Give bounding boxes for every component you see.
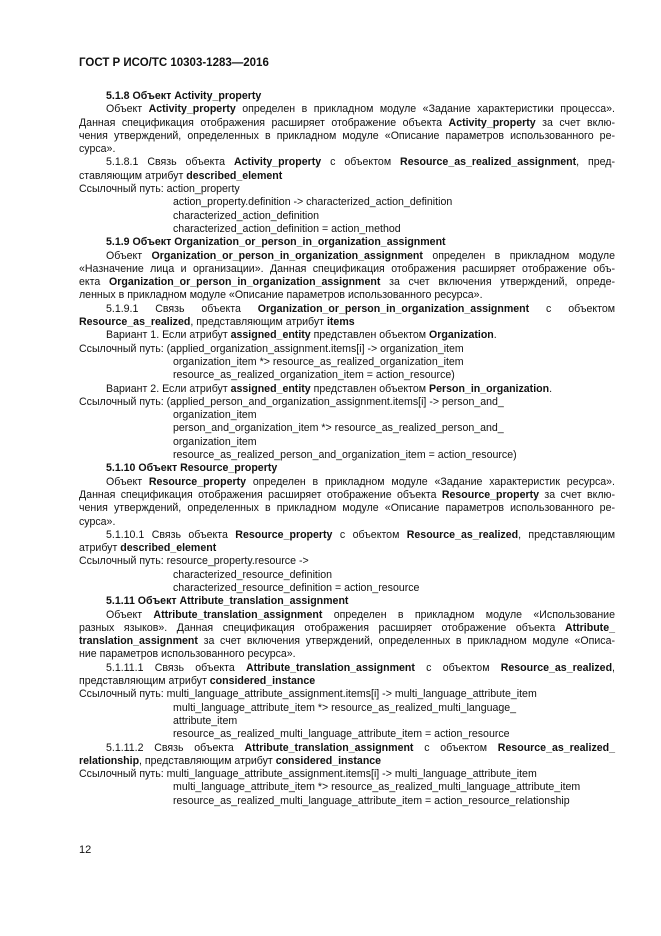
- text-span: .: [549, 382, 553, 395]
- text-span: Ссылочный путь: (applied_person_and_organization_assignment.items[i] -> person_and_: [79, 395, 504, 408]
- text-span: 5.1.11.2 Связь объекта: [106, 741, 245, 754]
- text-line: [79, 489, 615, 502]
- text-span: , представляющим атрибут: [190, 316, 327, 329]
- text-line: [79, 196, 615, 209]
- text-line: [79, 289, 615, 302]
- bold-text: Resource_as_realized: [79, 316, 191, 329]
- text-span: 5.1.10 Объект Resource_property: [106, 462, 278, 475]
- text-line: [79, 369, 615, 382]
- text-span: Ссылочный путь: (applied_organization_assignment.items[i] -> organization_item: [79, 342, 464, 355]
- text-line: [79, 316, 615, 329]
- bold-text: items: [326, 316, 355, 329]
- text-line: [79, 210, 615, 223]
- text-span: Объект: [106, 475, 149, 488]
- bold-text: Resource_property: [441, 488, 540, 501]
- text-line: [79, 728, 615, 741]
- bold-text: assigned_entity: [230, 382, 311, 395]
- bold-text: translation_assignment: [79, 635, 198, 648]
- text-line: [79, 742, 615, 755]
- text-line: [79, 356, 615, 369]
- text-span: Объект: [106, 608, 154, 621]
- text-span: Ссылочный путь: multi_language_attribute_assignment.items[i] -> multi_language_attribute_item: [79, 688, 537, 701]
- bold-text: Resource_as_realized: [500, 661, 613, 674]
- text-line: [79, 542, 615, 555]
- text-span: за счет включения утверждений, определенных в прикладном модуле «Описа-: [197, 635, 615, 648]
- text-line: [79, 529, 615, 542]
- text-line: [79, 781, 615, 794]
- text-line: [79, 449, 615, 462]
- text-span: organization_item *> resource_as_realized_organization_item: [173, 355, 464, 368]
- text-span: characterized_action_definition: [173, 209, 320, 222]
- bold-text: Resource_as_realized: [406, 528, 519, 541]
- text-span: 5.1.9.1 Связь объекта: [106, 302, 258, 315]
- text-line: [79, 130, 615, 143]
- text-span: Данная спецификация отображения расширяет отображение объекта: [79, 116, 449, 129]
- text-span: , пред-: [576, 156, 616, 169]
- text-span: Ссылочный путь: action_property: [79, 183, 240, 196]
- text-span: characterized_resource_definition: [173, 568, 332, 581]
- text-line: [79, 795, 615, 808]
- text-span: 5.1.8 Объект Activity_property: [106, 90, 262, 102]
- text-line: [79, 609, 615, 622]
- text-line: [79, 555, 615, 568]
- text-line: [79, 183, 615, 196]
- text-span: 5.1.8.1 Связь объекта: [106, 156, 234, 169]
- text-span: определен в прикладном модуле «Задание характеристик ресурса».: [246, 475, 615, 488]
- text-line: [79, 476, 615, 489]
- text-line: [79, 635, 615, 648]
- text-span: ние параметров использованного ресурса».: [79, 648, 296, 661]
- bold-text: Organization_or_person_in_organization_assignment: [257, 302, 530, 315]
- bold-text: Resource_as_realized_assignment: [400, 156, 577, 169]
- bold-text: Attribute_translation_assignment: [244, 741, 414, 754]
- bold-text: Activity_property: [148, 103, 236, 116]
- text-span: с объектом: [413, 741, 498, 754]
- text-line: [79, 343, 615, 356]
- text-line: [79, 595, 615, 608]
- text-line: [79, 143, 615, 156]
- bold-text: described_element: [186, 169, 283, 182]
- text-line: [79, 569, 615, 582]
- bold-text: relationship: [79, 754, 140, 767]
- bold-text: assigned_entity: [230, 329, 311, 342]
- text-line: [79, 250, 615, 263]
- text-line: [79, 436, 615, 449]
- text-span: сурса».: [79, 143, 116, 156]
- bold-text: Resource_property: [148, 475, 247, 488]
- bold-text: Attribute_translation_assignment: [245, 661, 415, 674]
- document-body: [79, 90, 615, 808]
- text-span: за счет вклю-: [539, 488, 615, 501]
- text-span: разных языков». Данная спецификация отображения расширяет отображение объекта: [79, 621, 565, 634]
- bold-text: described_element: [120, 542, 217, 555]
- text-span: Вариант 1. Если атрибут: [106, 329, 231, 342]
- text-line: [79, 675, 615, 688]
- text-span: attribute_item: [173, 714, 238, 727]
- text-line: [79, 276, 615, 289]
- text-line: [79, 329, 615, 342]
- bold-text: Organization: [429, 329, 494, 342]
- text-line: [79, 715, 615, 728]
- text-line: [79, 223, 615, 236]
- text-span: action_property.definition -> characterized_action_definition: [173, 196, 453, 209]
- text-line: [79, 768, 615, 781]
- text-span: characterized_action_definition = action_method: [173, 222, 401, 235]
- text-span: определен в прикладном модуле «Задание характеристики процесса».: [235, 103, 615, 116]
- text-line: [79, 462, 615, 475]
- bold-text: Activity_property: [234, 156, 322, 169]
- text-span: представлен объектом: [310, 382, 430, 395]
- text-span: characterized_resource_definition = action_resource: [173, 581, 420, 594]
- text-line: [79, 622, 615, 635]
- text-span: определен в прикладном модуле «Использование: [322, 608, 615, 621]
- text-span: ,: [612, 661, 615, 674]
- text-span: Ссылочный путь: resource_property.resource ->: [79, 555, 309, 568]
- text-span: resource_as_realized_person_and_organization_item = action_resource): [173, 449, 517, 462]
- text-line: [79, 396, 615, 409]
- text-span: organization_item: [173, 409, 257, 422]
- text-line: [79, 236, 615, 249]
- text-span: с объектом: [332, 528, 407, 541]
- text-span: Данная спецификация отображения расширяет отображение объекта: [79, 488, 442, 501]
- text-span: resource_as_realized_organization_item = action_resource): [173, 369, 455, 382]
- text-line: [79, 263, 615, 276]
- text-span: resource_as_realized_multi_language_attribute_item = action_resource: [173, 728, 510, 741]
- text-span: Вариант 2. Если атрибут: [106, 382, 231, 395]
- text-span: Объект: [106, 103, 149, 116]
- text-span: с объектом: [321, 156, 401, 169]
- text-span: 5.1.11.1 Связь объекта: [106, 661, 246, 674]
- bold-text: Activity_property: [448, 116, 536, 129]
- text-line: [79, 702, 615, 715]
- text-line: [79, 117, 615, 130]
- text-line: [79, 422, 615, 435]
- text-span: чения утверждений, определенных в прикладном модуле «Описание параметров использованного ре-: [79, 502, 615, 515]
- text-span: ленных в прикладном модуле «Описание параметров использованного ресурса».: [79, 289, 483, 302]
- text-line: [79, 90, 615, 103]
- bold-text: Resource_as_realized_: [497, 741, 615, 754]
- text-span: Объект: [106, 249, 152, 262]
- text-span: представляющим атрибут: [79, 675, 210, 688]
- text-span: organization_item: [173, 435, 257, 448]
- text-span: за счет вклю-: [535, 116, 615, 129]
- bold-text: considered_instance: [209, 675, 316, 688]
- text-span: , представляющим: [518, 528, 615, 541]
- text-span: 5.1.11 Объект Attribute_translation_assignment: [106, 595, 349, 608]
- text-span: атрибут: [79, 542, 121, 555]
- text-line: [79, 103, 615, 116]
- bold-text: Resource_property: [235, 528, 333, 541]
- text-span: ставляющим атрибут: [79, 169, 187, 182]
- text-line: [79, 409, 615, 422]
- text-span: .: [493, 329, 497, 342]
- bold-text: Attribute_translation_assignment: [153, 608, 323, 621]
- bold-text: Organization_or_person_in_organization_assignment: [109, 276, 381, 289]
- text-line: [79, 156, 615, 169]
- text-span: сурса».: [79, 515, 116, 528]
- text-span: за счет включения утверждений, опреде-: [380, 276, 615, 289]
- text-span: определен в прикладном модуле: [422, 249, 615, 262]
- text-span: представлен объектом: [310, 329, 430, 342]
- text-span: екта: [79, 276, 109, 289]
- text-span: чения утверждений, определенных в прикладном модуле «Описание параметров использованного ре-: [79, 129, 615, 142]
- text-span: multi_language_attribute_item *> resource_as_realized_multi_language_attribute_item: [173, 781, 581, 794]
- text-span: 5.1.10.1 Связь объекта: [106, 528, 236, 541]
- text-span: Ссылочный путь: multi_language_attribute_assignment.items[i] -> multi_language_attribute_item: [79, 768, 537, 781]
- text-span: 5.1.9 Объект Organization_or_person_in_organization_assignment: [106, 236, 446, 249]
- text-line: [79, 502, 615, 515]
- document-header: ГОСТ Р ИСО/ТС 10303-1283—2016: [79, 57, 269, 69]
- text-span: , представляющим атрибут: [139, 754, 276, 767]
- text-line: [79, 648, 615, 661]
- bold-text: Attribute_: [564, 621, 615, 634]
- text-line: [79, 582, 615, 595]
- text-span: с объектом: [529, 302, 615, 315]
- text-span: с объектом: [414, 661, 501, 674]
- text-line: [79, 755, 615, 768]
- text-span: multi_language_attribute_item *> resource_as_realized_multi_language_: [173, 701, 517, 714]
- text-line: [79, 383, 615, 396]
- text-line: [79, 516, 615, 529]
- text-line: [79, 688, 615, 701]
- page-number: 12: [79, 844, 92, 856]
- text-line: [79, 662, 615, 675]
- bold-text: considered_instance: [275, 754, 382, 767]
- bold-text: Person_in_organization: [429, 382, 550, 395]
- text-line: [79, 170, 615, 183]
- text-line: [79, 303, 615, 316]
- text-span: resource_as_realized_multi_language_attribute_item = action_resource_relationship: [173, 794, 570, 807]
- text-span: «Назначение лица и организации». Данная спецификация отображения расширяет отображение объ-: [79, 262, 615, 275]
- text-span: person_and_organization_item *> resource_as_realized_person_and_: [173, 422, 504, 435]
- bold-text: Organization_or_person_in_organization_assignment: [151, 249, 423, 262]
